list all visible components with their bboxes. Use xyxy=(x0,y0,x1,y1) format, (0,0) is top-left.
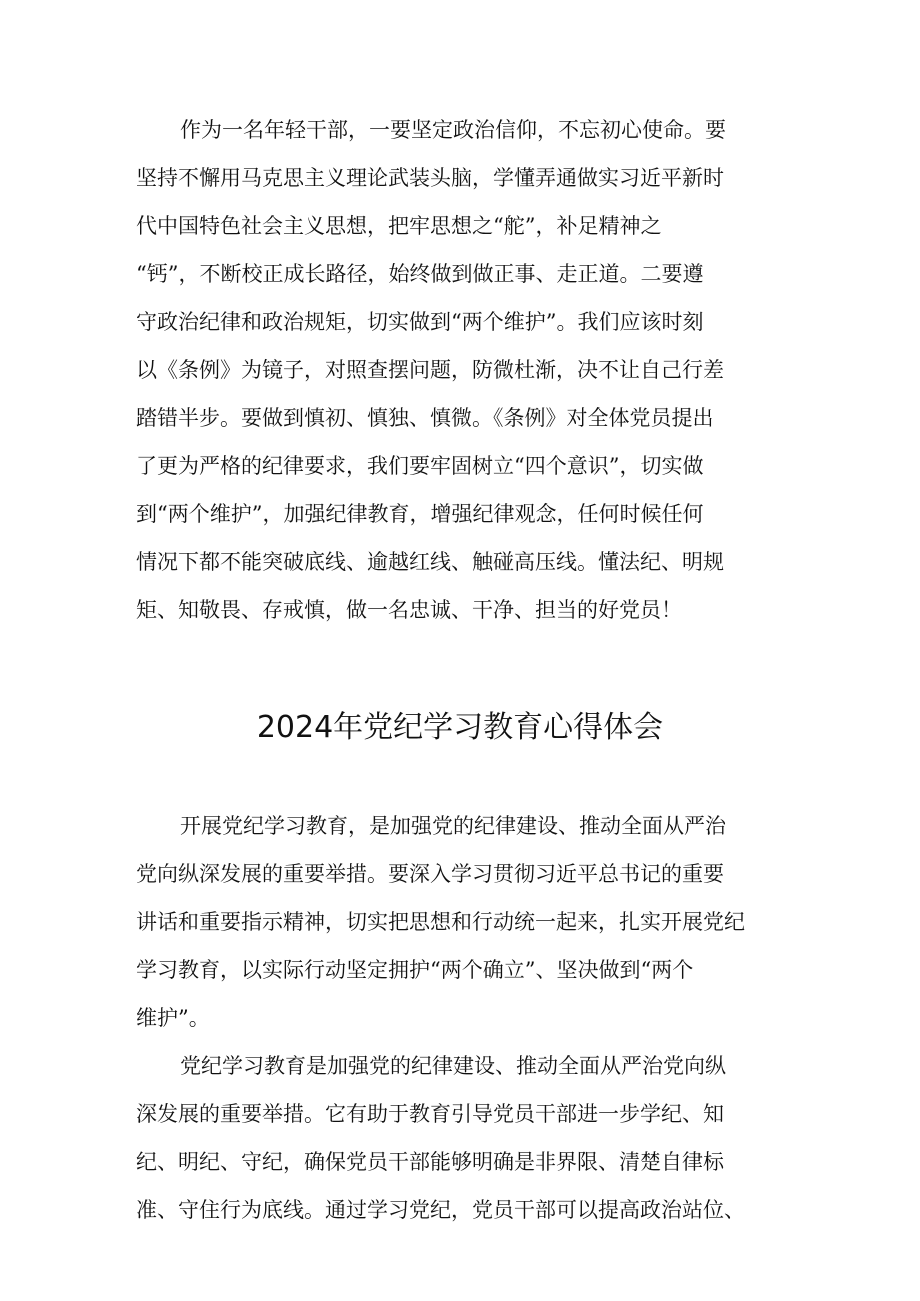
text-line: 深发展的重要举措。它有助于教育引导党员干部进一步学纪、知 xyxy=(136,1102,724,1126)
text-line: 党纪学习教育是加强党的纪律建设、推动全面从严治党向纵 xyxy=(180,1054,726,1078)
text-line: 维护”。 xyxy=(136,1006,210,1030)
text-line: 矩、知敬畏、存戒慎，做一名忠诚、干净、担当的好党员！ xyxy=(136,598,682,622)
text-line: 以《条例》为镜子，对照查摆问题，防微杜渐，决不让自己行差 xyxy=(136,358,724,382)
text-line: 党向纵深发展的重要举措。要深入学习贯彻习近平总书记的重要 xyxy=(136,862,724,886)
text-line: 守政治纪律和政治规矩，切实做到“两个维护”。我们应该时刻 xyxy=(136,310,704,334)
paragraph-party-discipline-importance xyxy=(136,1042,796,1234)
paragraph-young-cadre xyxy=(136,106,796,634)
text-line: 代中国特色社会主义思想，把牢思想之“舵”，补足精神之 xyxy=(136,214,662,238)
text-line: 情况下都不能突破底线、逾越红线、触碰高压线。懂法纪、明规 xyxy=(136,550,724,574)
text-line: 学习教育，以实际行动坚定拥护“两个确立”、坚决做到“两个 xyxy=(136,958,694,982)
text-line: 作为一名年轻干部，一要坚定政治信仰，不忘初心使命。要 xyxy=(180,118,726,142)
text-line: 纪、明纪、守纪，确保党员干部能够明确是非界限、清楚自律标 xyxy=(136,1150,724,1174)
text-line: “钙”，不断校正成长路径，始终做到做正事、走正道。二要遵 xyxy=(136,262,704,286)
text-line: 坚持不懈用马克思主义理论武装头脑，学懂弄通做实习近平新时 xyxy=(136,166,724,190)
text-line: 到“两个维护”，加强纪律教育，增强纪律观念，任何时候任何 xyxy=(136,502,704,526)
document-title: 2024年党纪学习教育心得体会 xyxy=(256,710,664,745)
text-line: 踏错半步。要做到慎初、慎独、慎微。《条例》对全体党员提出 xyxy=(136,406,714,430)
text-line: 讲话和重要指示精神，切实把思想和行动统一起来，扎实开展党纪 xyxy=(136,910,745,934)
text-line: 准、守住行为底线。通过学习党纪，党员干部可以提高政治站位、 xyxy=(136,1198,745,1222)
text-line: 了更为严格的纪律要求，我们要牢固树立“四个意识”，切实做 xyxy=(136,454,704,478)
paragraph-party-discipline-intro xyxy=(136,802,796,1042)
text-line: 开展党纪学习教育，是加强党的纪律建设、推动全面从严治 xyxy=(180,814,726,838)
